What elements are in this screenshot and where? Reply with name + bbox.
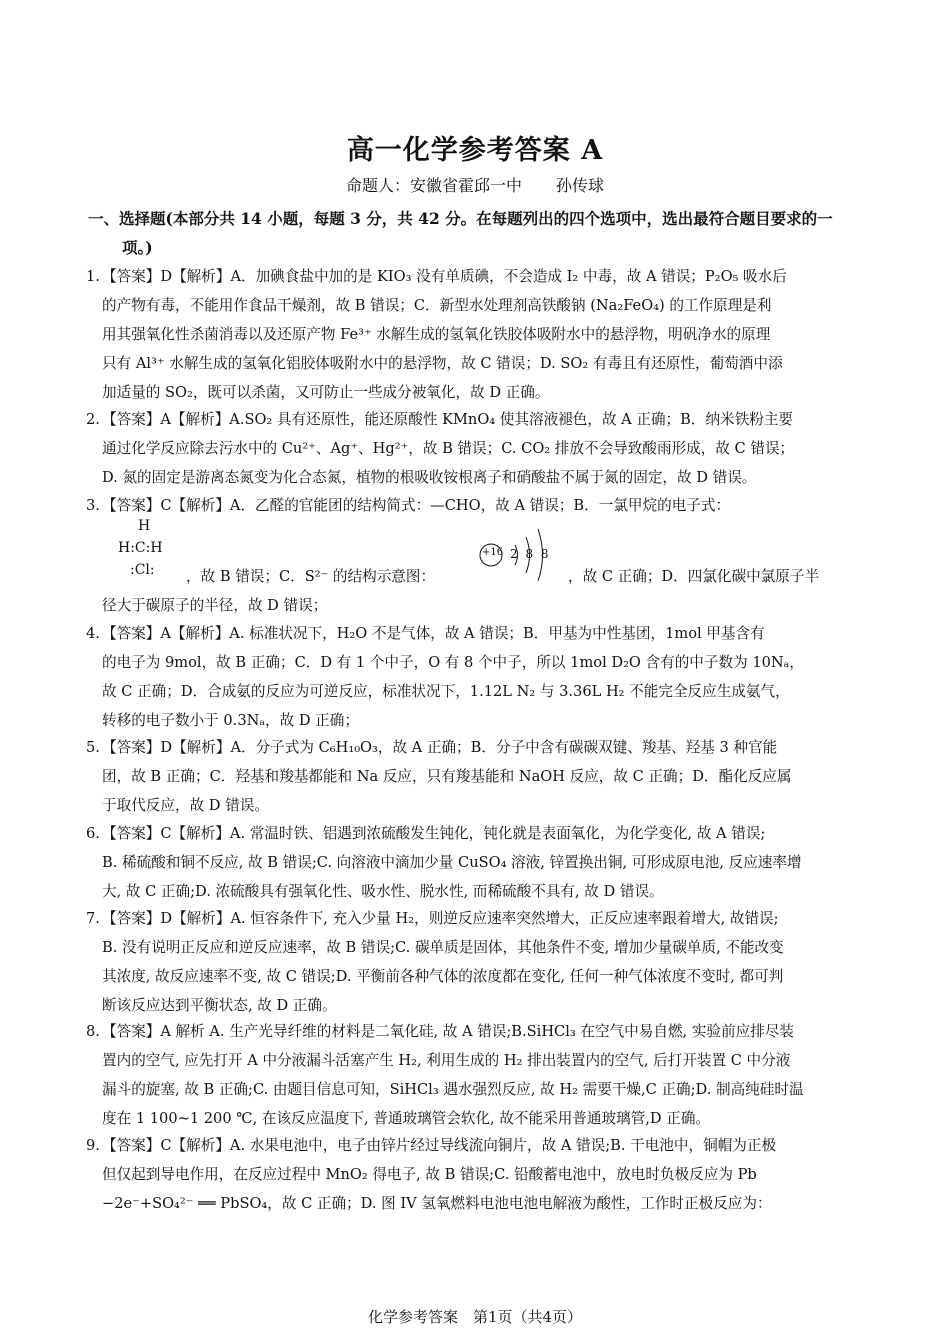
- question-number: 9.: [86, 1137, 100, 1154]
- answer-line: 大, 故 C 正确;D. 浓硫酸具有强氧化性、吸水性、脱水性, 而稀硫酸不具有, 故 D 错误。: [102, 883, 664, 900]
- answer-line: −2e⁻+SO₄²⁻ ══ PbSO₄，故 C 正确；D. 图 IV 氢氧燃料电池电池电解液为酸性，工作时正极反应为：: [102, 1195, 772, 1212]
- answer-line: 漏斗的旋塞, 故 B 正确;C. 由题目信息可知，SiHCl₃ 遇水强烈反应, 故 H₂ 需要干燥,C 正确;D. 制高纯硅时温: [102, 1081, 804, 1098]
- question-6: [88, 819, 878, 906]
- question-9: [88, 1131, 878, 1218]
- answer-line: 【答案】A【解析】A. 标准状况下，H₂O 不是气体，故 A 错误；B．甲基为中性基团，1mol 甲基含有: [102, 625, 765, 642]
- answer-line: 通过化学反应除去污水中的 Cu²⁺、Ag⁺、Hg²⁺，故 B 错误；C. CO₂ 排放不会导致酸雨形成，故 C 错误；: [102, 440, 795, 457]
- electron-shells: 2 8 8: [510, 547, 551, 561]
- answer-line: 【答案】C【解析】A. 水果电池中，电子由锌片经过导线流向铜片，故 A 错误;B. 干电池中，铜帽为正极: [102, 1137, 777, 1154]
- answer-line: 【答案】D【解析】A．加碘食盐中加的是 KIO₃ 没有单质碘，不会造成 I₂ 中毒，故 A 错误；P₂O₅ 吸水后: [102, 268, 787, 285]
- answer-line: 【答案】A【解析】A.SO₂ 具有还原性，能还原酸性 KMnO₄ 使其溶液褪色，故 A 正确；B．纳米铁粉主要: [102, 411, 794, 428]
- answer-line: 加适量的 SO₂，既可以杀菌，又可防止一些成分被氧化，故 D 正确。: [102, 384, 550, 401]
- question-2: [88, 405, 878, 492]
- answer-line: 【答案】C【解析】A．乙醛的官能团的结构简式：—CHO，故 A 错误；B．一氯甲烷的电子式：: [102, 497, 731, 514]
- answer-line: ，故 C 正确；D．四氯化碳中氯原子半: [568, 568, 820, 585]
- page-footer: 化学参考答案 第1页（共4页）: [367, 1308, 583, 1326]
- answer-line: 【答案】D【解析】A. 恒容条件下, 充入少量 H₂，则逆反应速率突然增大，正反应速率跟着增大, 故错误;: [102, 910, 779, 927]
- sulfide-ion-structure-diagram: [478, 525, 558, 587]
- answer-line: 转移的电子数小于 0.3Nₐ，故 D 正确；: [102, 712, 359, 729]
- question-number: 6.: [86, 825, 100, 842]
- lewis-cl: :Cl:: [130, 562, 155, 578]
- answer-line: D. 氮的固定是游离态氮变为化合态氮，植物的根吸收铵根离子和硝酸盐不属于氮的固定，故 D 错误。: [102, 469, 757, 486]
- question-number: 2.: [86, 411, 100, 428]
- answer-line: 的产物有毒，不能用作食品干燥剂，故 B 错误；C．新型水处理剂高铁酸钠 (Na₂FeO₄) 的工作原理是利: [102, 297, 772, 314]
- section-heading-line2: 项。): [122, 238, 153, 257]
- question-number: 8.: [86, 1023, 100, 1040]
- answer-line: 断该反应达到平衡状态, 故 D 正确。: [102, 997, 337, 1014]
- answer-line: 径大于碳原子的半径，故 D 错误；: [102, 597, 328, 614]
- answer-line: 【答案】D【解析】A．分子式为 C₆H₁₀O₃，故 A 正确；B．分子中含有碳碳双键、羧基、羟基 3 种官能: [102, 739, 778, 756]
- question-3-cont: [88, 591, 878, 620]
- question-number: 3.: [86, 497, 100, 514]
- answer-line: 其浓度, 故反应速率不变, 故 C 错误;D. 平衡前各种气体的浓度都在变化, 任何一种气体浓度不变时, 都可判: [102, 968, 784, 985]
- question-8: [88, 1017, 878, 1133]
- question-3: [88, 491, 878, 520]
- question-4: [88, 619, 878, 735]
- section-heading: [88, 204, 878, 262]
- lewis-middle-row: H:C:H: [118, 540, 163, 556]
- answer-line: B. 稀硫酸和铜不反应, 故 B 错误;C. 向溶液中滴加少量 CuSO₄ 溶液, 锌置换出铜, 可形成原电池, 反应速率增: [102, 854, 802, 871]
- question-number: 1.: [86, 268, 100, 285]
- answer-line: B. 没有说明正反应和逆反应速率，故 B 错误;C. 碳单质是固体，其他条件不变, 增加少量碳单质, 不能改变: [102, 939, 784, 956]
- answer-line: 但仅起到导电作用，在反应过程中 MnO₂ 得电子, 故 B 错误;C. 铅酸蓄电池中，放电时负极反应为 Pb: [102, 1166, 757, 1183]
- question-5: [88, 733, 878, 820]
- question-3-inline-b: [568, 562, 888, 591]
- section-heading-line1: 一、选择题(本部分共 14 小题，每题 3 分，共 42 分。在每题列出的四个选项中，选出最符合题目要求的一: [88, 209, 833, 228]
- question-number: 5.: [86, 739, 100, 756]
- question-number: 7.: [86, 910, 100, 927]
- nucleus-charge: +16: [482, 547, 504, 558]
- answer-line: 度在 1 100~1 200 ℃, 在该反应温度下, 普通玻璃管会软化, 故不能采用普通玻璃管,D 正确。: [102, 1110, 711, 1127]
- answer-line: 故 C 正确；D．合成氨的反应为可逆反应，标准状况下，1.12L N₂ 与 3.36L H₂ 不能完全反应生成氨气，: [102, 683, 790, 700]
- lewis-structure-chloromethane: [116, 518, 186, 588]
- answer-line: 【答案】C【解析】A. 常温时铁、铝遇到浓硫酸发生钝化，钝化就是表面氧化，为化学变化, 故 A 错误;: [102, 825, 766, 842]
- author-line: [0, 173, 950, 196]
- answer-line: 用其强氧化性杀菌消毒以及还原产物 Fe³⁺ 水解生成的氢氧化铁胶体吸附水中的悬浮物，明矾净水的原理: [102, 326, 771, 343]
- answer-line: 【答案】A 解析 A. 生产光导纤维的材料是二氧化硅, 故 A 错误;B.SiHCl₃ 在空气中易自燃, 实验前应排尽装: [102, 1023, 794, 1040]
- question-number: 4.: [86, 625, 100, 642]
- answer-line: 于取代反应，故 D 错误。: [102, 797, 269, 814]
- answer-line: 团，故 B 正确；C．羟基和羧基都能和 Na 反应，只有羧基能和 NaOH 反应，故 C 正确；D．酯化反应属: [102, 768, 792, 785]
- page-title: 高一化学参考答案 A: [346, 135, 604, 166]
- question-3-inline-a: [186, 562, 486, 591]
- answer-line: ，故 B 错误；C．S²⁻ 的结构示意图：: [186, 568, 436, 585]
- answer-line: 只有 Al³⁺ 水解生成的氢氧化铝胶体吸附水中的悬浮物，故 C 错误；D. SO₂ 有毒且有还原性，葡萄酒中添: [102, 355, 783, 372]
- lewis-h-top: H: [138, 518, 151, 534]
- question-7: [88, 904, 878, 1020]
- question-1: [88, 262, 878, 407]
- author-name: 孙传球: [556, 176, 605, 195]
- answer-line: 置内的空气, 应先打开 A 中分液漏斗活塞产生 H₂, 利用生成的 H₂ 排出装置内的空气, 后打开装置 C 中分液: [102, 1052, 791, 1069]
- answer-line: 的电子为 9mol，故 B 正确；C．D 有 1 个中子，O 有 8 个中子，所以 1mol D₂O 含有的中子数为 10Nₐ，: [102, 654, 804, 671]
- author-label: 命题人：安徽省霍邱一中: [345, 176, 522, 195]
